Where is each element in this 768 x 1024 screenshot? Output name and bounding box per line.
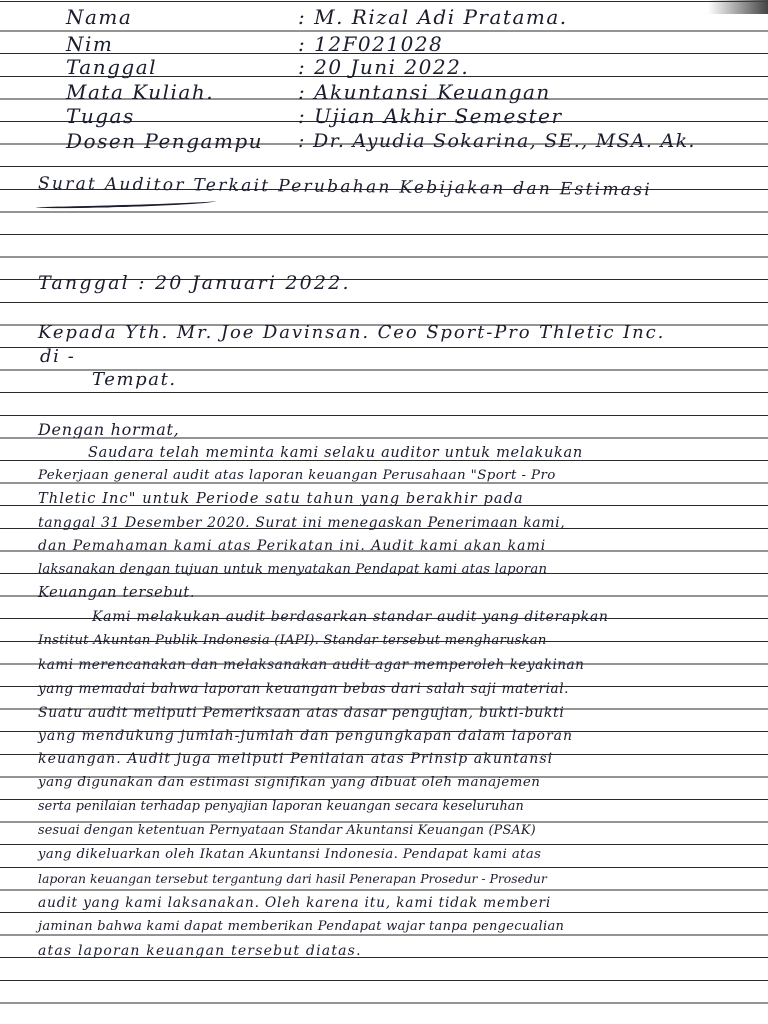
body-line: yang dikeluarkan oleh Ikatan Akuntansi Indonesia. Pendapat kami atas [38,847,542,862]
letter-title: Surat Auditor Terkait Perubahan Kebijakan dan Estimasi [37,173,653,201]
header-label-tugas: Tugas [66,104,135,128]
body-line: tanggal 31 Desember 2020. Surat ini menegaskan Penerimaan kami, [38,515,566,531]
header-value-nama: : M. Rizal Adi Pratama. [298,5,568,29]
body-line: audit yang kami laksanakan. Oleh karena itu, kami tidak memberi [38,895,552,911]
header-value-dosen: : Dr. Ayudia Sokarina, SE., MSA. Ak. [298,130,696,152]
body-line: keuangan. Audit juga meliputi Penilaian atas Prinsip akuntansi [38,751,554,767]
header-label-mata-kuliah: Mata Kuliah. [66,80,215,104]
title-underline [36,199,216,210]
body-line: atas laporan keuangan tersebut diatas. [38,943,362,959]
body-line: Saudara telah meminta kami selaku auditor untuk melakukan [88,445,583,461]
body-line: Pekerjaan general audit atas laporan keuangan Perusahaan "Sport - Pro [38,468,556,483]
body-line: yang memadai bahwa laporan keuangan bebas dari salah saji material. [38,681,570,697]
header-value-mata-kuliah: : Akuntansi Keuangan [298,80,551,104]
header-value-tanggal: : 20 Juni 2022. [298,55,470,79]
header-label-nama: Nama [66,5,133,29]
header-label-dosen: Dosen Pengampu [66,129,264,153]
header-value-tugas: : Ujian Akhir Semester [298,104,563,128]
page-corner-shadow [708,0,768,14]
body-line: yang mendukung jumlah-jumlah dan pengungkapan dalam laporan [38,728,574,744]
body-line: Thletic Inc" untuk Periode satu tahun yang berakhir pada [38,491,524,507]
body-line: Kami melakukan audit berdasarkan standar audit yang diterapkan [92,609,609,625]
header-value-nim: : 12F021028 [298,32,444,56]
body-line: Suatu audit meliputi Pemeriksaan atas dasar pengujian, bukti-bukti [38,705,565,721]
body-line: dan Pemahaman kami atas Perikatan ini. Audit kami akan kami [38,538,547,554]
letter-salutation: Dengan hormat, [38,420,180,439]
letter-date: Tanggal : 20 Januari 2022. [38,272,351,294]
header-label-tanggal: Tanggal [66,55,158,79]
body-line: Keuangan tersebut. [38,585,196,601]
body-line: sesuai dengan ketentuan Pernyataan Standar Akuntansi Keuangan (PSAK) [38,823,536,838]
body-line: laporan keuangan tersebut tergantung dari hasil Penerapan Prosedur - Prosedur [38,871,547,886]
body-line: kami merencanakan dan melaksanakan audit agar memperoleh keyakinan [38,657,585,673]
body-line: laksanakan dengan tujuan untuk menyatakan Pendapat kami atas laporan [38,562,548,577]
body-line: Institut Akuntan Publik Indonesia (IAPI). Standar tersebut mengharuskan [38,633,547,648]
body-line: yang digunakan dan estimasi signifikan yang dibuat oleh manajemen [38,775,541,790]
letter-addressee: Kepada Yth. Mr. Joe Davinsan. Ceo Sport-Pro Thletic Inc. [38,322,666,343]
body-line: serta penilaian terhadap penyajian laporan keuangan secara keseluruhan [38,799,524,814]
letter-di: di - [40,346,76,367]
letter-tempat: Tempat. [92,369,177,390]
body-line: jaminan bahwa kami dapat memberikan Pendapat wajar tanpa pengecualian [38,919,565,934]
header-label-nim: Nim [66,32,114,56]
